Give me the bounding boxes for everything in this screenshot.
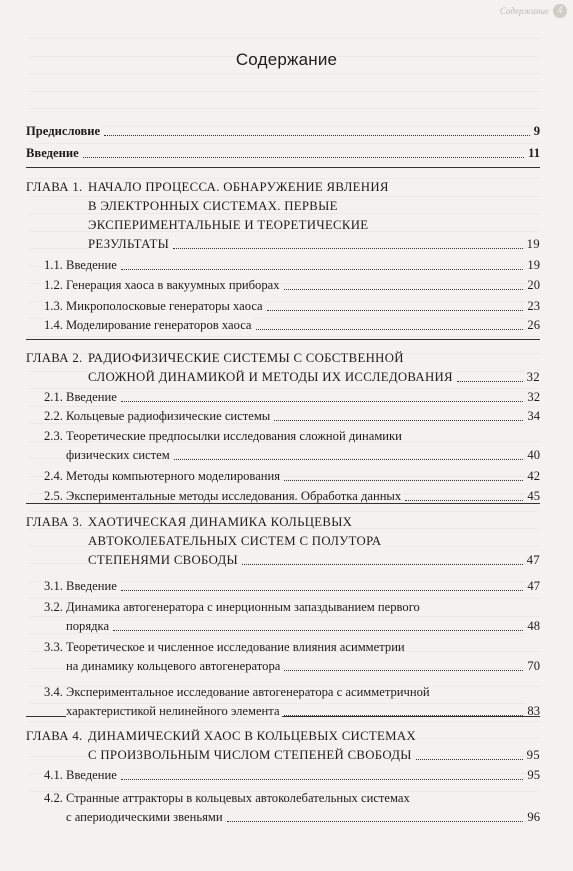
- toc-page-number: 32: [527, 390, 540, 404]
- bleed-through-line: [28, 336, 539, 338]
- chapter-title-line: ЭКСПЕРИМЕНТАЛЬНЫЕ И ТЕОРЕТИЧЕСКИЕ: [88, 218, 369, 232]
- toc-page-number: 48: [527, 619, 540, 633]
- toc-page-number: 47: [526, 553, 540, 567]
- toc-front-entry[interactable]: [26, 145, 540, 161]
- toc-entry-label: характеристикой нелинейного элемента: [66, 704, 280, 718]
- toc-page-number: 19: [526, 237, 540, 251]
- dot-leader: [267, 310, 524, 311]
- chapter-number: ГЛАВА 2.: [26, 351, 83, 365]
- toc-section-entry[interactable]: [44, 488, 540, 504]
- page-title: Содержание: [235, 50, 338, 69]
- dot-leader: [284, 670, 523, 671]
- bleed-through-line: [28, 38, 539, 40]
- chapter-number: ГЛАВА 3.: [26, 515, 83, 529]
- toc-entry-label: физических систем: [66, 448, 170, 462]
- toc-page-number: 19: [527, 258, 540, 272]
- toc-entry-label: 2.1. Введение: [44, 390, 117, 404]
- toc-page-number: 95: [526, 748, 540, 762]
- running-header-label: Содержание: [499, 6, 549, 16]
- toc-section-entry[interactable]: [44, 389, 540, 405]
- dot-leader: [457, 381, 524, 382]
- chapter-heading-entry[interactable]: [88, 236, 540, 252]
- chapter-title-line: ДИНАМИЧЕСКИЙ ХАОС В КОЛЬЦЕВЫХ СИСТЕМАХ: [88, 729, 416, 743]
- running-header: [500, 4, 567, 18]
- toc-page-number: 20: [527, 278, 540, 292]
- toc-section-entry[interactable]: [44, 317, 540, 333]
- toc-entry-label: РЕЗУЛЬТАТЫ: [88, 237, 170, 251]
- toc-section-entry[interactable]: [44, 578, 540, 594]
- chapter-title-line: РАДИОФИЗИЧЕСКИЕ СИСТЕМЫ С СОБСТВЕННОЙ: [88, 351, 404, 365]
- toc-section-entry[interactable]: [44, 277, 540, 293]
- dot-leader: [121, 590, 524, 591]
- section-title-line: 3.4. Экспериментальное исследование автогенератора с асимметричной: [44, 685, 430, 699]
- chapter-title-line: В ЭЛЕКТРОННЫХ СИСТЕМАХ. ПЕРВЫЕ: [88, 199, 338, 213]
- toc-page-number: 26: [527, 318, 540, 332]
- dot-leader: [121, 779, 524, 780]
- toc-entry-label: 1.4. Моделирование генераторов хаоса: [44, 318, 252, 332]
- dot-leader: [242, 564, 523, 565]
- chapter-title-line: НАЧАЛО ПРОЦЕССА. ОБНАРУЖЕНИЕ ЯВЛЕНИЯ: [88, 180, 389, 194]
- section-divider: [26, 167, 540, 168]
- bleed-through-line: [28, 721, 539, 723]
- dot-leader: [284, 480, 523, 481]
- toc-entry-label: 2.2. Кольцевые радиофизические системы: [44, 409, 271, 423]
- chapter-heading-entry[interactable]: [88, 369, 540, 385]
- dot-leader: [416, 759, 524, 760]
- page-number-badge: 4: [553, 4, 567, 18]
- dot-leader: [173, 248, 523, 249]
- dot-leader: [104, 135, 530, 136]
- toc-section-entry[interactable]: [66, 618, 540, 634]
- toc-page-number: 47: [527, 579, 540, 593]
- section-title-line: 4.2. Странные аттракторы в кольцевых автоколебательных системах: [44, 791, 410, 805]
- toc-entry-label: Введение: [26, 146, 79, 160]
- dot-leader: [121, 401, 524, 402]
- chapter-number: ГЛАВА 4.: [26, 729, 83, 743]
- dot-leader: [227, 821, 524, 822]
- bleed-through-line: [28, 91, 539, 93]
- toc-entry-label: 3.1. Введение: [44, 579, 117, 593]
- toc-page-number: 34: [527, 409, 540, 423]
- toc-entry-label: 1.1. Введение: [44, 258, 117, 272]
- section-title-line: 2.3. Теоретические предпосылки исследования сложной динамики: [44, 429, 402, 443]
- toc-section-entry[interactable]: [66, 658, 540, 674]
- toc-entry-label: порядка: [66, 619, 110, 633]
- bleed-through-line: [28, 511, 539, 513]
- toc-entry-label: 2.5. Экспериментальные методы исследования. Обработка данных: [44, 489, 402, 503]
- toc-page-number: 32: [526, 370, 540, 384]
- toc-entry-label: на динамику кольцевого автогенератора: [66, 659, 281, 673]
- toc-section-entry[interactable]: [66, 809, 540, 825]
- toc-page-number: 9: [533, 124, 540, 138]
- dot-leader: [113, 630, 523, 631]
- toc-entry-label: СЛОЖНОЙ ДИНАМИКОЙ И МЕТОДЫ ИХ ИССЛЕДОВАНИЯ: [88, 370, 453, 384]
- toc-entry-label: 1.2. Генерация хаоса в вакуумных приборах: [44, 278, 280, 292]
- toc-entry-label: 1.3. Микрополосковые генераторы хаоса: [44, 299, 263, 313]
- toc-entry-label: 2.4. Методы компьютерного моделирования: [44, 469, 281, 483]
- section-divider: [26, 339, 540, 340]
- chapter-number: ГЛАВА 1.: [26, 180, 83, 194]
- dot-leader: [83, 157, 524, 158]
- toc-page-number: 42: [527, 469, 540, 483]
- toc-section-entry[interactable]: [44, 408, 540, 424]
- toc-entry-label: 4.1. Введение: [44, 768, 117, 782]
- toc-page-number: 83: [527, 704, 540, 718]
- section-divider: [26, 503, 540, 504]
- dot-leader: [274, 420, 523, 421]
- toc-page-number: 40: [527, 448, 540, 462]
- toc-page-number: 70: [527, 659, 540, 673]
- toc-section-entry[interactable]: [44, 767, 540, 783]
- toc-front-entry[interactable]: [26, 123, 540, 139]
- toc-page-number: 11: [528, 146, 540, 160]
- dot-leader: [284, 289, 524, 290]
- chapter-title-line: АВТОКОЛЕБАТЕЛЬНЫХ СИСТЕМ С ПОЛУТОРА: [88, 534, 382, 548]
- toc-section-entry[interactable]: [44, 257, 540, 273]
- chapter-heading-entry[interactable]: [88, 747, 540, 763]
- dot-leader: [256, 329, 524, 330]
- dot-leader: [405, 500, 523, 501]
- dot-leader: [121, 269, 524, 270]
- toc-page-number: 45: [527, 489, 540, 503]
- toc-entry-label: Предисловие: [26, 124, 101, 138]
- bleed-through-line: [28, 108, 539, 110]
- section-title-line: 3.3. Теоретическое и численное исследование влияния асимметрии: [44, 640, 405, 654]
- chapter-heading-entry[interactable]: [88, 552, 540, 568]
- toc-entry-label: с апериодическими звеньями: [66, 810, 223, 824]
- toc-page-number: 95: [527, 768, 540, 782]
- toc-entry-label: СТЕПЕНЯМИ СВОБОДЫ: [88, 553, 238, 567]
- dot-leader: [174, 459, 524, 460]
- toc-page-number: 96: [527, 810, 540, 824]
- toc-section-entry[interactable]: [44, 468, 540, 484]
- toc-entry-label: С ПРОИЗВОЛЬНЫМ ЧИСЛОМ СТЕПЕНЕЙ СВОБОДЫ: [88, 748, 412, 762]
- bleed-through-line: [28, 73, 539, 75]
- toc-page-number: 23: [527, 299, 540, 313]
- toc-section-entry[interactable]: [44, 298, 540, 314]
- section-title-line: 3.2. Динамика автогенератора с инерционным запаздыванием первого: [44, 600, 420, 614]
- toc-section-entry[interactable]: [66, 447, 540, 463]
- chapter-title-line: ХАОТИЧЕСКАЯ ДИНАМИКА КОЛЬЦЕВЫХ: [88, 515, 353, 529]
